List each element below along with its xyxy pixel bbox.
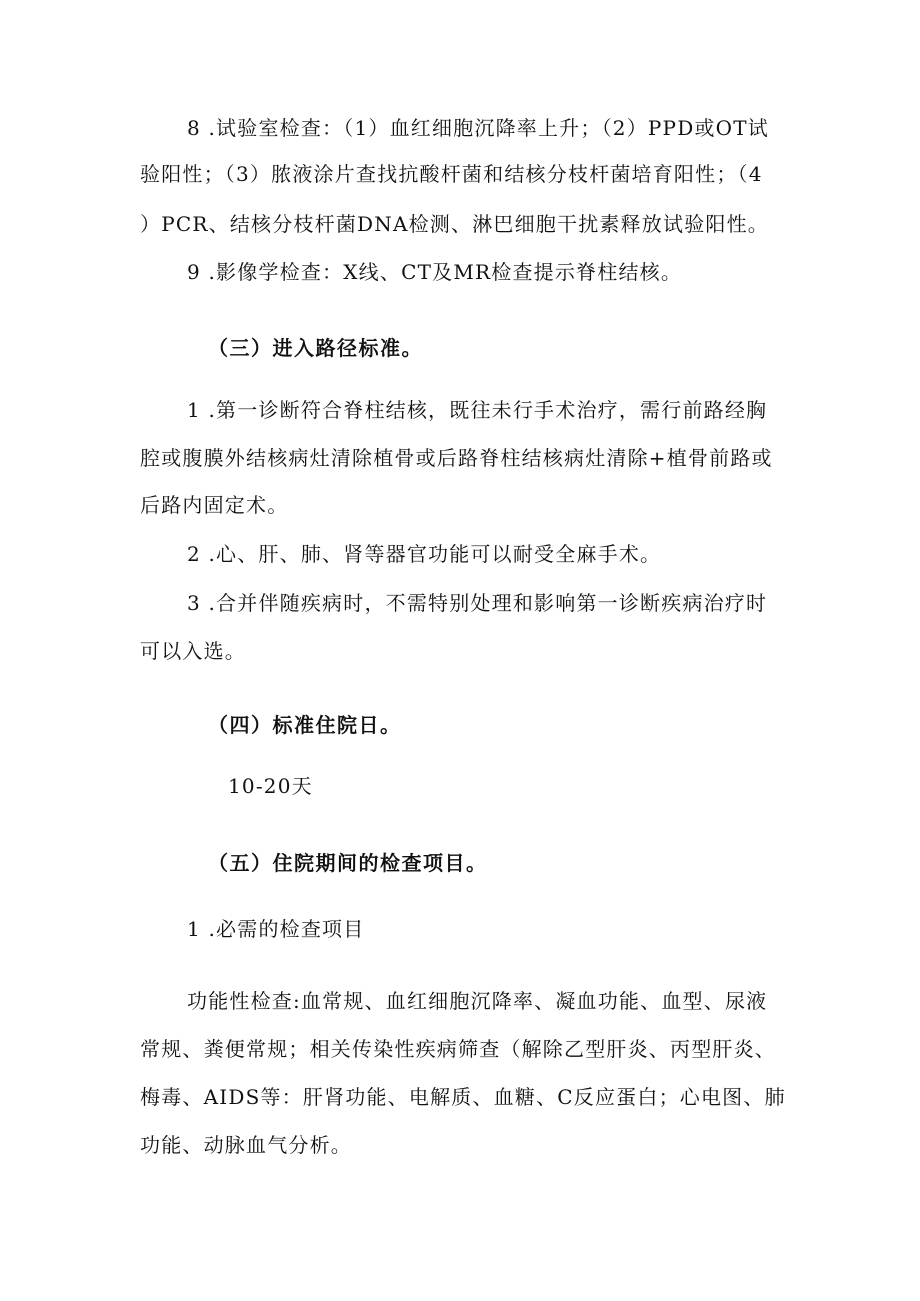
entry-criteria-1-line-3: 后路内固定术。 <box>140 493 289 517</box>
entry-criteria-2-line: 2 .心、肝、肺、肾等器官功能可以耐受全麻手术。 <box>187 542 662 566</box>
section-heading-hospital-stay: （四）标准住院日。 <box>208 713 402 737</box>
section-heading-exam-items: （五）住院期间的检查项目。 <box>208 851 488 875</box>
lab-exam-line-2: 验阳性；（3）脓液涂片查找抗酸杆菌和结核分枝杆菌培育阳性；（4 <box>140 162 763 186</box>
lab-exam-line-3: ）PCR、结核分枝杆菌DNA检测、淋巴细胞干扰素释放试验阳性。 <box>140 212 769 236</box>
entry-criteria-1-line-2: 腔或腹膜外结核病灶清除植骨或后路脊柱结核病灶清除+植骨前路或 <box>140 446 773 470</box>
hospital-stay-days: 10-20天 <box>228 774 313 798</box>
entry-criteria-1-line-1: 1 .第一诊断符合脊柱结核，既往未行手术治疗，需行前路经胸 <box>187 398 768 422</box>
lab-exam-line-1: 8 .试验室检查：（1）血红细胞沉降率上升；（2）PPD或OT试 <box>187 116 769 140</box>
functional-exams-line-3: 梅毒、AIDS等：肝肾功能、电解质、血糖、C反应蛋白；心电图、肺 <box>140 1085 786 1109</box>
entry-criteria-3-line-1: 3 .合并伴随疾病时，不需特别处理和影响第一诊断疾病治疗时 <box>187 591 768 615</box>
functional-exams-line-4: 功能、动脉血气分析。 <box>140 1133 352 1157</box>
entry-criteria-3-line-2: 可以入选。 <box>140 639 246 663</box>
required-exams-title: 1 .必需的检查项目 <box>187 917 365 941</box>
functional-exams-line-2: 常规、粪便常规；相关传染性疾病筛查（解除乙型肝炎、丙型肝炎、 <box>140 1037 776 1061</box>
section-heading-entry-criteria: （三）进入路径标准。 <box>208 336 423 360</box>
functional-exams-line-1: 功能性检查:血常规、血红细胞沉降率、凝血功能、血型、尿液 <box>187 989 768 1013</box>
imaging-exam-line: 9 .影像学检查：X线、CT及MR检查提示脊柱结核。 <box>187 260 683 284</box>
